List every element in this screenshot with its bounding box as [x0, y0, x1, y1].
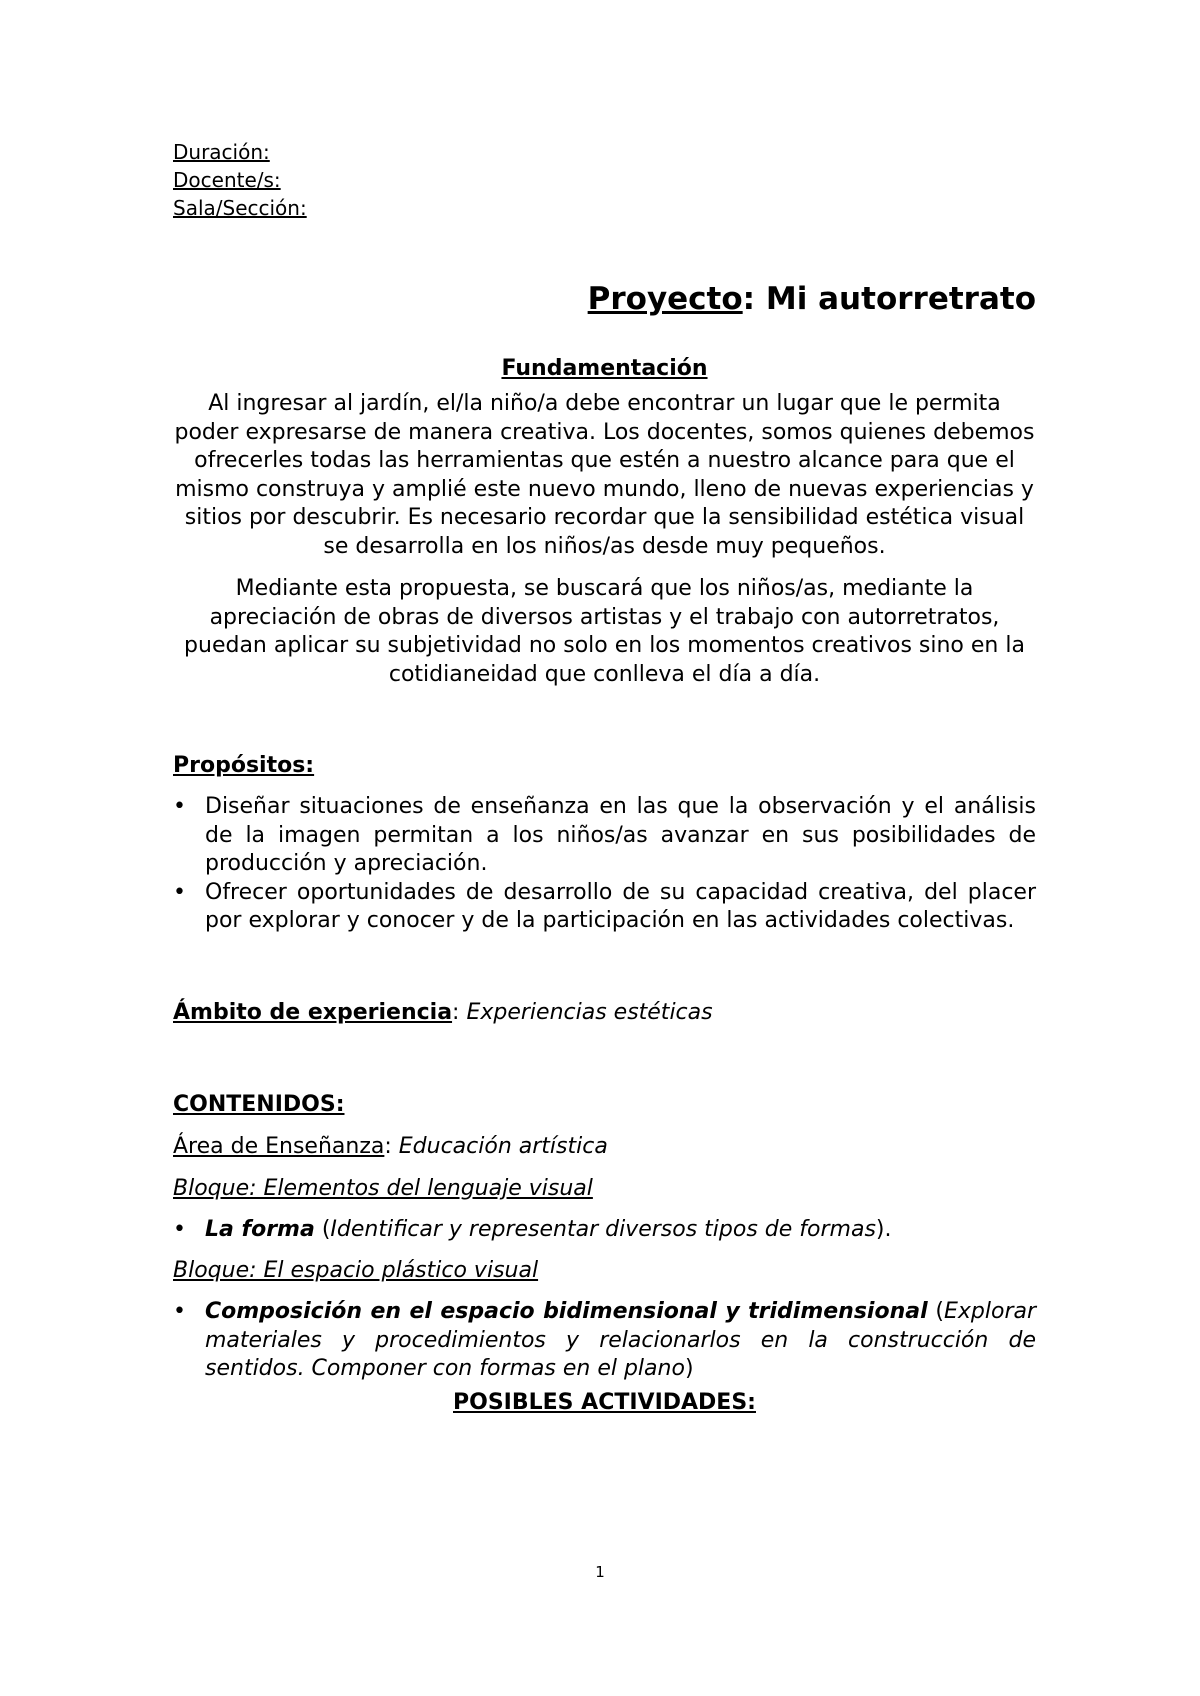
project-title: [173, 278, 1036, 320]
content-item-close: ): [684, 1356, 694, 1381]
docente-field-label: Docente/s:: [173, 168, 281, 192]
proposito-text: Diseñar situaciones de enseñanza en las que la observación y el análisis de la imagen permitan a los niños/as avanzar en sus posibilidades de producción y apreciación.: [205, 794, 1036, 876]
bullet-icon: •: [173, 1299, 186, 1324]
sala-field-label: Sala/Sección:: [173, 196, 307, 220]
content-item-open: (: [314, 1216, 331, 1242]
ambito-value: Experiencias estéticas: [466, 999, 713, 1025]
list-item: [173, 793, 1036, 879]
content-item-bold: La forma: [205, 1216, 315, 1242]
bloque-heading-2: Bloque: El espacio plástico visual: [173, 1258, 539, 1283]
content-item-forma: [173, 1216, 1036, 1245]
propositos-list: [173, 793, 1036, 936]
ambito-line: [173, 998, 1036, 1028]
proposito-text: Ofrecer oportunidades de desarrollo de su capacidad creativa, del placer por explorar y conocer y de la participación en las actividades colectivas.: [205, 879, 1036, 933]
content-item-italic: Explorar materiales y procedimientos y relacionarlos en la construcción de sentidos. Componer con formas en el plano: [205, 1299, 1037, 1381]
fundamentacion-paragraph-1: Al ingresar al jardín, el/la niño/a debe encontrar un lugar que le permita poder expresarse de manera creativa. Los docentes, somos quienes debemos ofrecerles todas las herramientas que estén a nuestro alcance para que el mismo construya y amplié este nuevo mundo, lleno de nuevas experiencias y sitios por descubrir. Es necesario recordar que la sensibilidad estética visual se desarrolla en los niños/as desde muy pequeños.: [174, 391, 1035, 559]
content-item-open: (: [927, 1299, 944, 1324]
list-item: [173, 879, 1036, 936]
duracion-field-label: Duración:: [173, 140, 270, 164]
ambito-separator: :: [452, 999, 467, 1025]
project-title-text: Mi autorretrato: [765, 281, 1036, 317]
content-item-composicion: [173, 1298, 1036, 1384]
bullet-icon: •: [173, 794, 186, 819]
fundamentacion-heading: Fundamentación: [501, 356, 708, 381]
project-title-label: Proyecto: [587, 281, 743, 317]
bullet-icon: •: [173, 879, 186, 905]
propositos-heading: Propósitos:: [173, 753, 315, 778]
project-title-separator: :: [742, 281, 766, 317]
actividades-heading: POSIBLES ACTIVIDADES:: [453, 1389, 756, 1415]
content-item-close: ).: [875, 1216, 892, 1242]
bloque-heading-1: Bloque: Elementos del lenguaje visual: [173, 1175, 593, 1201]
bullet-icon: •: [173, 1216, 186, 1242]
area-value: Educación artística: [398, 1133, 608, 1159]
content-item-bold: Composición en el espacio bidimensional y tridimensional: [205, 1299, 928, 1324]
contenidos-heading: CONTENIDOS:: [173, 1091, 345, 1117]
ambito-label: Ámbito de experiencia: [173, 999, 453, 1025]
area-separator: :: [384, 1133, 399, 1159]
fundamentacion-paragraph-2: Mediante esta propuesta, se buscará que los niños/as, mediante la apreciación de obras de diversos artistas y el trabajo con autorretratos, puedan aplicar su subjetividad no solo en los momentos creativos sino en la cotidianeidad que conlleva el día a día.: [184, 576, 1025, 687]
area-line: [173, 1132, 1036, 1162]
page-number: 1: [595, 1563, 605, 1581]
content-item-italic: Identificar y representar diversos tipos de formas: [330, 1216, 876, 1242]
area-label: Área de Enseñanza: [173, 1133, 385, 1159]
document-page: [173, 138, 1036, 1418]
